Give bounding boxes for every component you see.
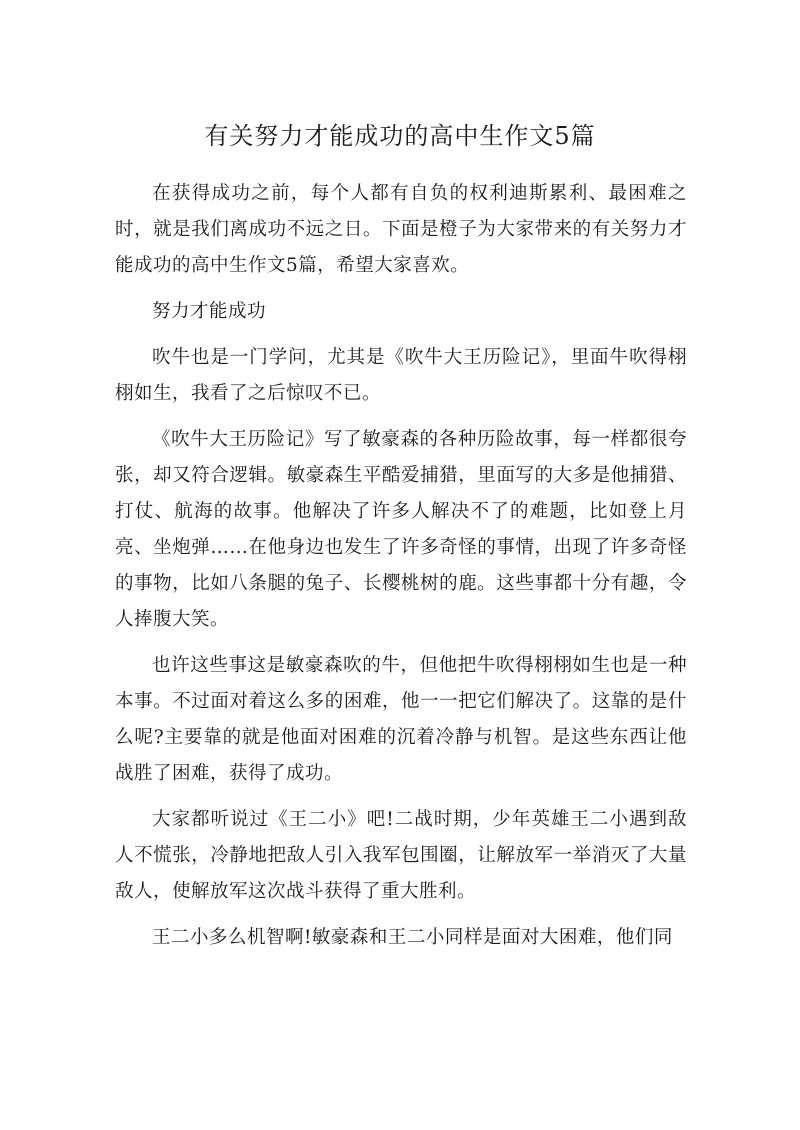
intro-paragraph: 在获得成功之前，每个人都有自负的权利迪斯累利、最困难之时，就是我们离成功不远之日。下面是橙子为大家带来的有关努力才能成功的高中生作文5篇，希望大家喜欢。	[115, 183, 687, 276]
document-body	[115, 176, 687, 966]
body-paragraph: 吹牛也是一门学问，尤其是《吹牛大王历险记》，里面牛吹得栩栩如生，我看了之后惊叹不已。	[115, 347, 687, 404]
body-paragraph: 大家都听说过《王二小》吧!二战时期，少年英雄王二小遇到敌人不慌张，冷静地把敌人引入我军包围圈，让解放军一举消灭了大量敌人，使解放军这次战斗获得了重大胜利。	[115, 809, 687, 902]
document-title: 有关努力才能成功的高中生作文5篇	[204, 122, 596, 150]
section-heading: 努力才能成功	[152, 301, 267, 322]
body-paragraph: 也许这些事这是敏豪森吹的牛，但他把牛吹得栩栩如生也是一种本事。不过面对着这么多的困难，他一一把它们解决了。这靠的是什么呢?主要靠的就是他面对困难的沉着冷静与机智。是这些东西让他战胜了困难，获得了成功。	[115, 655, 687, 784]
body-paragraph: 《吹牛大王历险记》写了敏豪森的各种历险故事，每一样都很夸张，却又符合逻辑。敏豪森生平酷爱捕猎，里面写的大多是他捕猎、打仗、航海的故事。他解决了许多人解决不了的难题，比如登上月亮、坐炮弹……在他身边也发生了许多奇怪的事情，出现了许多奇怪的事物，比如八条腿的兔子、长樱桃树的鹿。这些事都十分有趣，令人捧腹大笑。	[115, 429, 687, 630]
body-paragraph: 王二小多么机智啊!敏豪森和王二小同样是面对大困难，他们同	[152, 927, 673, 948]
